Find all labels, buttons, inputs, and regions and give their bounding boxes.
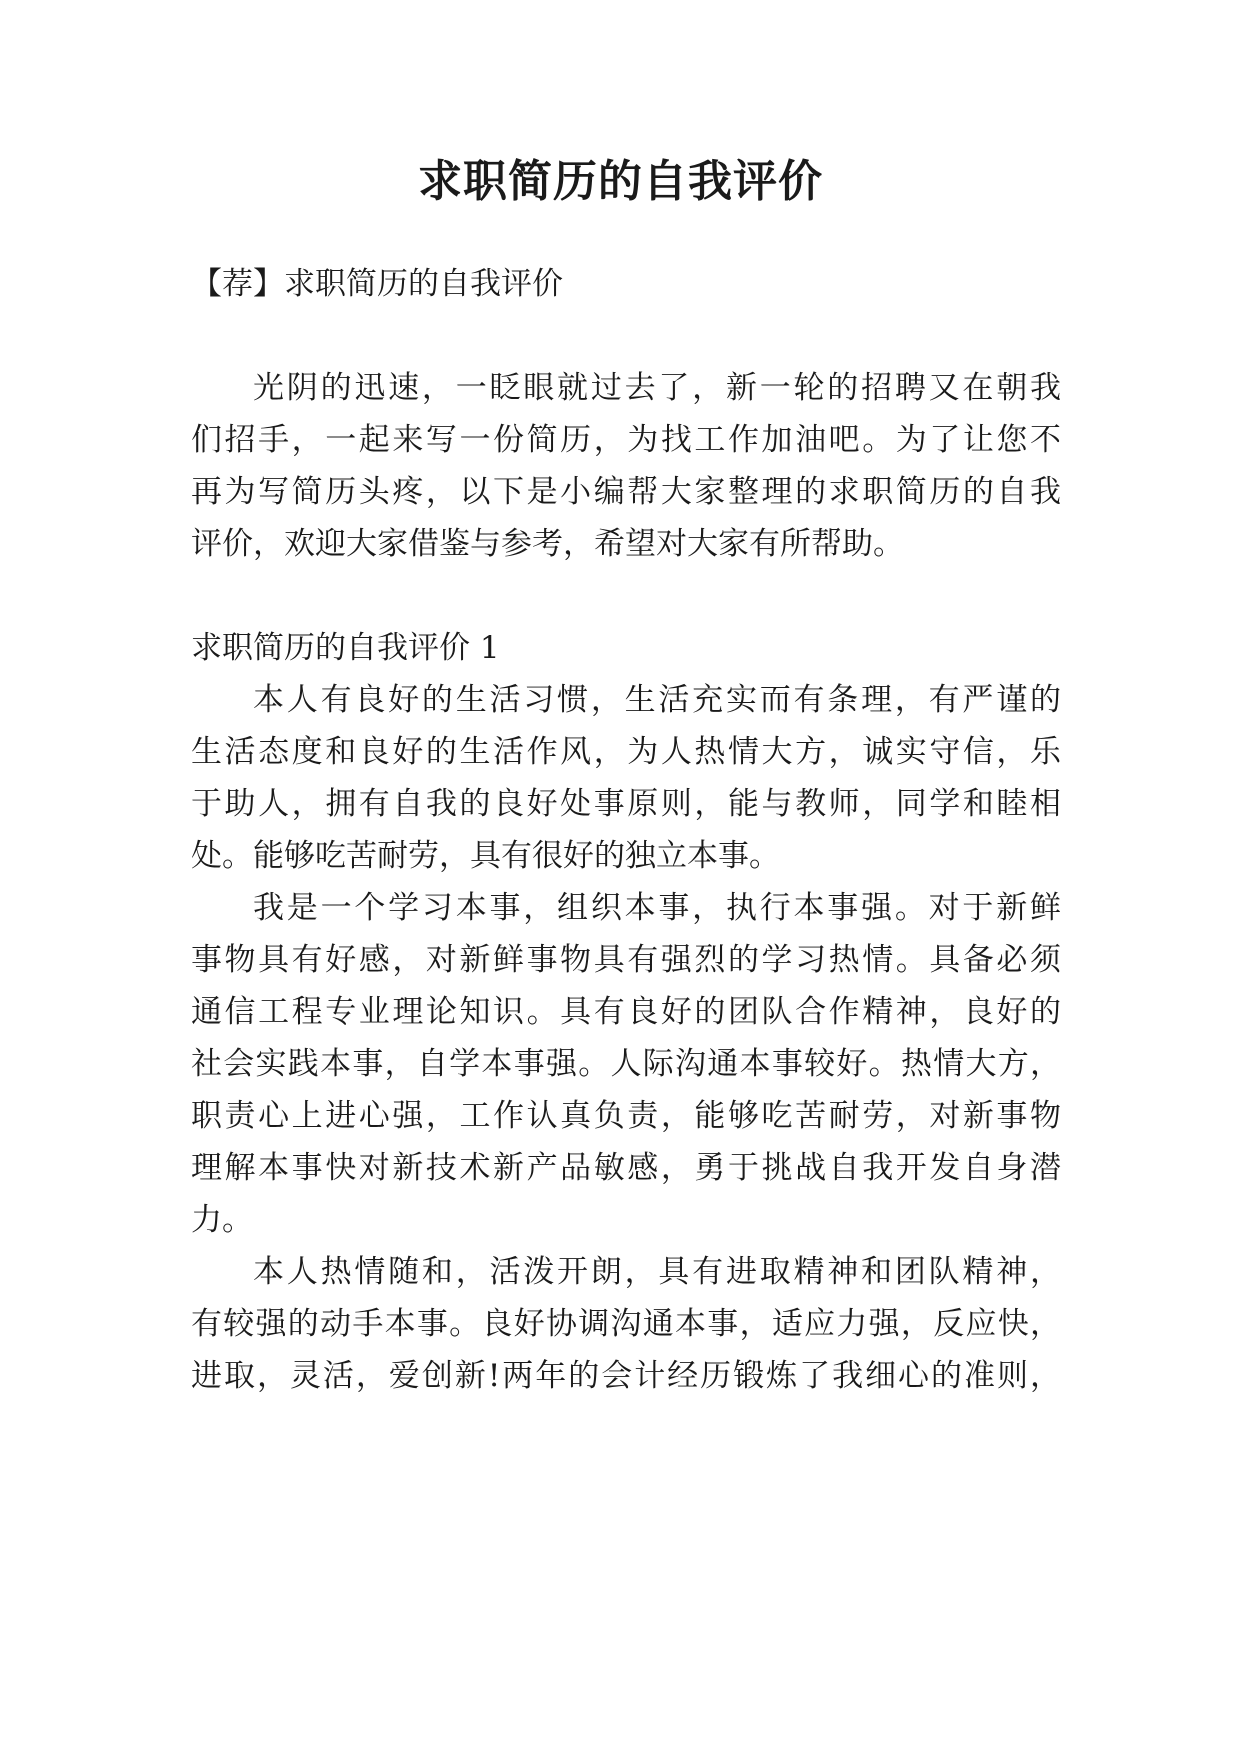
paragraph-line: 力。	[191, 1202, 253, 1238]
paragraph-line: 生活态度和良好的生活作风，为人热情大方，诚实守信，乐	[191, 734, 1061, 770]
intro-line: 们招手，一起来写一份简历，为找工作加油吧。为了让您不	[191, 422, 1061, 458]
paragraph-line: 我是一个学习本事，组织本事，执行本事强。对于新鲜	[253, 890, 1061, 926]
intro-line: 再为写简历头疼，以下是小编帮大家整理的求职简历的自我	[191, 474, 1061, 510]
paragraph-line: 事物具有好感，对新鲜事物具有强烈的学习热情。具备必须	[191, 942, 1061, 978]
document-subtitle: 【荐】求职简历的自我评价	[191, 266, 563, 302]
section-heading: 求职简历的自我评价 1	[191, 630, 500, 666]
paragraph-line: 理解本事快对新技术新产品敏感，勇于挑战自我开发自身潜	[191, 1150, 1061, 1186]
paragraph-line: 通信工程专业理论知识。具有良好的团队合作精神，良好的	[191, 994, 1061, 1030]
document-title: 求职简历的自我评价	[418, 156, 823, 207]
paragraph-line: 有较强的动手本事。良好协调沟通本事，适应力强，反应快，	[191, 1306, 1061, 1342]
intro-line: 光阴的迅速，一眨眼就过去了，新一轮的招聘又在朝我	[253, 370, 1061, 406]
paragraph-line: 社会实践本事，自学本事强。人际沟通本事较好。热情大方，	[191, 1046, 1061, 1082]
paragraph-line: 本人热情随和，活泼开朗，具有进取精神和团队精神，	[253, 1254, 1061, 1290]
paragraph-line: 进取，灵活，爱创新!两年的会计经历锻炼了我细心的准则，	[191, 1358, 1061, 1394]
intro-line: 评价，欢迎大家借鉴与参考，希望对大家有所帮助。	[191, 526, 904, 562]
paragraph-line: 处。能够吃苦耐劳，具有很好的独立本事。	[191, 838, 780, 874]
paragraph-line: 于助人，拥有自我的良好处事原则，能与教师，同学和睦相	[191, 786, 1061, 822]
paragraph-line: 职责心上进心强，工作认真负责，能够吃苦耐劳，对新事物	[191, 1098, 1061, 1134]
paragraph-line: 本人有良好的生活习惯，生活充实而有条理，有严谨的	[253, 682, 1061, 718]
